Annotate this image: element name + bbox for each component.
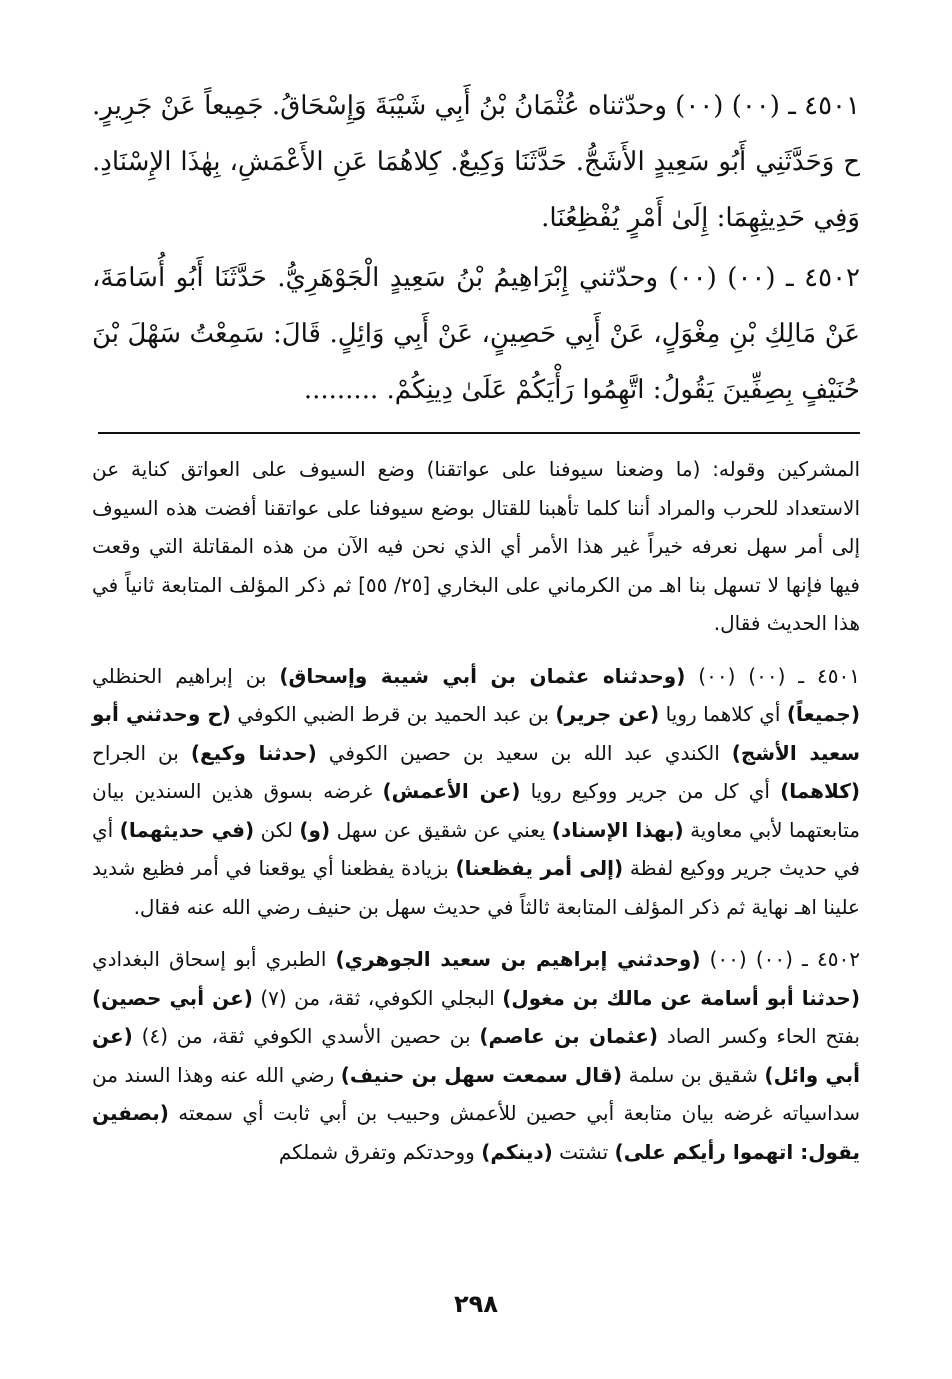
hadith-4502: ٤٥٠٢ ـ (٠٠) (٠٠) وحدّثني إِبْرَاهِيمُ بْنُ سَعِيدٍ الْجَوْهَرِيُّ. حَدَّثَنَا أَبُو أُسَامَةَ، عَنْ مَالِكِ بْنِ مِغْوَلٍ، عَنْ أَبِي حَصِينٍ، عَنْ أَبِي وَائِلٍ. قَالَ: سَمِعْتُ سَهْلَ بْنَ حُنَيْفٍ بِصِفِّينَ يَقُولُ: اتَّهِمُوا رَأْيَكُمْ عَلَىٰ دِينِكُمْ. ......... (92, 263, 861, 405)
page-number: ٢٩٨ (454, 1290, 498, 1318)
text-run: بن إبراهيم الحنظلي (92, 663, 280, 688)
text-run: تشتت (552, 1139, 615, 1164)
bold-run: (بصفين يقول: اتهموا رأيكم على) (92, 1101, 860, 1164)
text-run: أي كل من جرير ووكيع رويا (520, 779, 781, 803)
text-run: بن حصين الأسدي الكوفي ثقة، من (٤) (132, 1024, 480, 1048)
text-run: بن الجراح (92, 740, 191, 765)
text-run: الطبري أبو إسحاق البغدادي (92, 947, 336, 971)
footnote-divider (98, 432, 860, 434)
commentary-paragraph-2 (92, 657, 860, 927)
text-run: ٤٥٠١ ـ (٠٠) (٠٠) (685, 663, 861, 688)
commentary-block (92, 450, 860, 1185)
bold-run: (إلى أمر يفظعنا) (455, 856, 624, 880)
text-run: الكندي عبد الله بن سعيد بن حصين الكوفي (316, 740, 732, 765)
bold-run: (وحدثني إبراهيم بن سعيد الجوهري) (335, 947, 701, 971)
bold-run: (عن الأعمش) (382, 779, 521, 803)
hadith-4501: ٤٥٠١ ـ (٠٠) (٠٠) وحدّثناه عُثْمَانُ بْنُ أَبِي شَيْبَةَ وَإِسْحَاقُ. جَمِيعاً عَنْ جَرِيرٍ. ح وَحَدَّثَنِي أَبُو سَعِيدٍ الأَشَجُّ. حَدَّثَنَا وَكِيعٌ. كِلاهُمَا عَنِ الأَعْمَشِ، بِهٰذَا الإِسْنَادِ. وَفِي حَدِيثِهِمَا: إِلَىٰ أَمْرٍ يُفْظِعُنَا. (92, 91, 860, 233)
bold-run: (عثمان بن عاصم) (479, 1024, 658, 1048)
bold-run: (وحدثناه عثمان بن أبي شيبة وإسحاق) (279, 663, 686, 688)
text-run: ووحدتكم وتفرق شملكم (278, 1139, 482, 1164)
text-run: ٤٥٠٢ ـ (٠٠) (٠٠) (700, 947, 860, 971)
text-run: أي في حديث جرير ووكيع لفظة (92, 817, 860, 880)
bold-run: (دينكم) (481, 1139, 553, 1164)
bold-run: (ح وحدثني أبو سعيد الأشج) (92, 702, 861, 765)
bold-run: (جميعاً) (786, 702, 860, 726)
text-run: غرضه بسوق هذين السندين بيان متابعتهما لأبي معاوية (92, 779, 861, 842)
text-run: بفتح الحاء وكسر الصاد (658, 1024, 860, 1048)
bold-run: (كلاهما) (780, 779, 861, 803)
bold-run: (في حديثهما) (119, 817, 255, 842)
main-text-block (92, 78, 860, 422)
text-run: بزيادة يفظعنا أي يوقعنا في أمر فظيع شديد علينا اهـ نهاية ثم ذكر المؤلف المتابعة ثالثاً في حديث سهل بن حنيف رضي الله عنه فقال. (92, 856, 860, 919)
text-run: أي كلاهما رويا (659, 702, 787, 726)
bold-run: (حدثنا أبو أسامة عن مالك بن مغول) (502, 985, 860, 1010)
text-run: رضي الله عنه وهذا السند من سداسياته غرضه بيان متابعة أبي حصين للأعمش وحبيب بن أبي ثابت أي سمعته (92, 1062, 860, 1125)
bold-run: (قال سمعت سهل بن حنيف) (340, 1062, 623, 1087)
commentary-paragraph-3 (92, 940, 860, 1171)
text-run: شقيق بن سلمة (622, 1062, 765, 1087)
bold-run: (عن أبي وائل) (92, 1024, 860, 1087)
text-run: البجلي الكوفي، ثقة، من (٧) (252, 985, 503, 1010)
text-run: يعني عن شقيق عن سهل (330, 817, 552, 842)
bold-run: (و) (299, 817, 331, 842)
text-run: بن عبد الحميد بن قرط الضبي الكوفي (230, 702, 556, 726)
commentary-paragraph-1: المشركين وقوله: (ما وضعنا سيوفنا على عواتقنا) وضع السيوف على العواتق كناية عن الاستعداد للحرب والمراد أننا كلما تأهبنا للقتال بوضع سيوفنا على عواتقنا أفضت هذه السيوف إلى أمر سهل نعرفه خيراً غير هذا الأمر أي الذي نحن فيه الآن من هذه المقاتلة التي وقعت فيها فإنها لا تسهل بنا اهـ من الكرماني على البخاري [٢٥/ ٥٥] ثم ذكر المؤلف المتابعة ثانياً في هذا الحديث فقال. (92, 457, 860, 635)
bold-run: (عن أبي حصين) (92, 985, 253, 1010)
bold-run: (عن جرير) (555, 702, 660, 726)
bold-run: (بهذا الإسناد) (551, 817, 684, 842)
bold-run: (حدثنا وكيع) (190, 740, 317, 765)
text-run: لكن (254, 817, 300, 842)
